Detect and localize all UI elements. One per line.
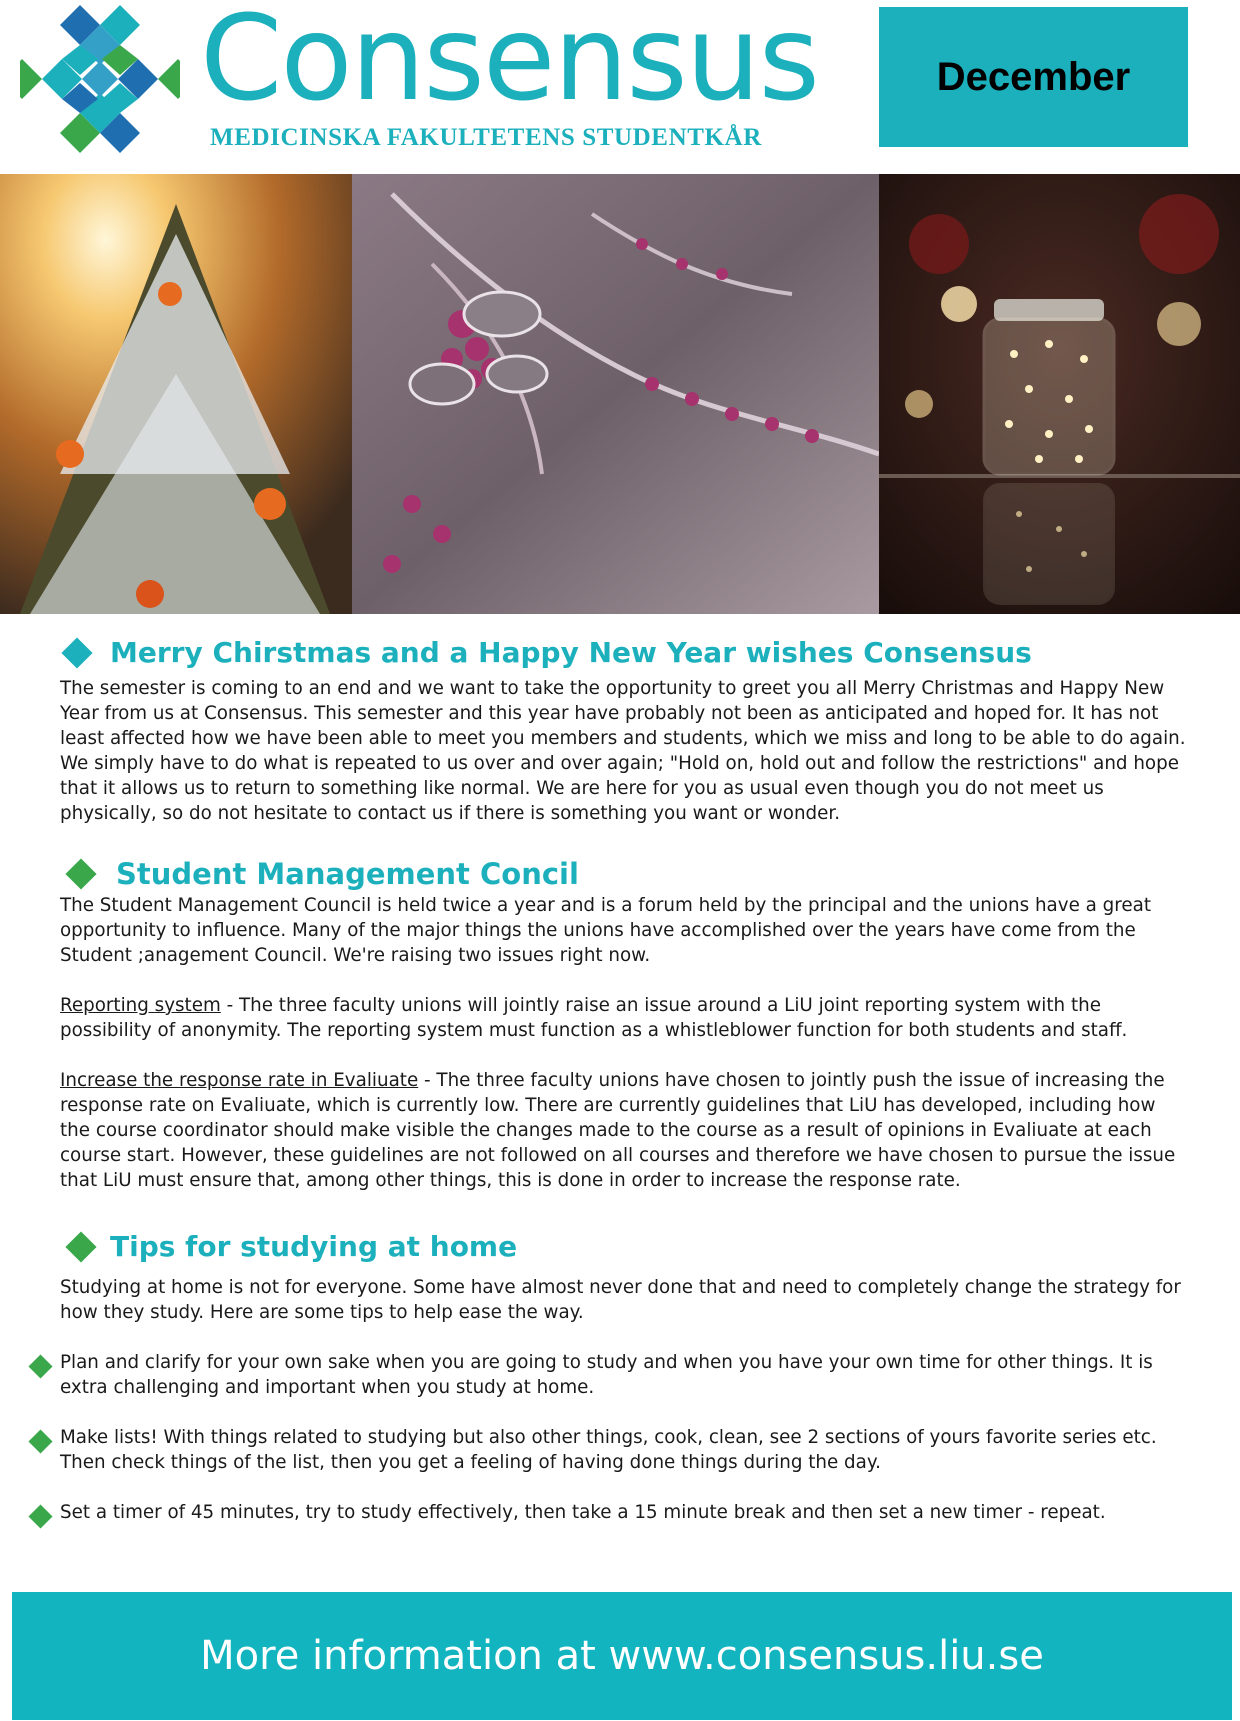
fairy-lights-jar-photo [879, 174, 1240, 614]
section-heading-council [70, 857, 579, 891]
heading-text: Tips for studying at home [110, 1230, 518, 1263]
brand-subtitle: MEDICINSKA FAKULTETENS STUDENTKÅR [210, 124, 762, 151]
reporting-system-text: - The three faculty unions will jointly raise an issue around a LiU joint reporting system with the possibility of anonymity. The reporting system must function as a whistleblower function for both students and staff. [60, 995, 1128, 1041]
footer-link-text[interactable]: More information at www.consensus.liu.se [200, 1633, 1044, 1679]
consensus-logo-icon [20, 4, 180, 154]
council-paragraph: The Student Management Council is held twice a year and is a forum held by the principal and the unions have a great opportunity to influence. Many of the major things the unions have accomplished over the years have come from the Student ;anagement Council. We're raising two issues right now. [60, 895, 1151, 966]
heading-text: Student Management Concil [116, 857, 579, 891]
tip-bullet-icon [28, 1354, 52, 1378]
footer-banner [12, 1592, 1232, 1720]
month-badge [879, 7, 1188, 147]
tip-item: Make lists! With things related to studying but also other things, cook, clean, see 2 sections of yours favorite series etc. Then check things of the list, then you get a feeling of having done things during the day. [60, 1427, 1157, 1473]
tip-bullet-icon [28, 1504, 52, 1528]
section-heading-christmas [66, 636, 1032, 669]
response-rate-label: Increase the response rate in Evaliuate [60, 1070, 419, 1091]
month-label: December [936, 54, 1131, 99]
christmas-paragraph: The semester is coming to an end and we want to take the opportunity to greet you all Merry Christmas and Happy New Year from us at Consensus. This semester and this year have probably not been as anticipated and hoped for. It has not least affected how we have been able to meet you members and students, which we miss and long to be able to do again. We simply have to do what is repeated to us over and over again; "Hold on, hold out and follow the restrictions" and hope that it allows us to return to something like normal. We are here for you as usual even though you do not meet us physically, so do not hesitate to contact us if there is something you want or wonder. [60, 678, 1186, 824]
response-rate-paragraph [60, 1068, 1190, 1193]
tip-item: Set a timer of 45 minutes, try to study effectively, then take a 15 minute break and then set a new timer - repeat. [60, 1502, 1106, 1523]
reporting-system-paragraph [60, 993, 1190, 1043]
frosted-berries-photo [352, 174, 879, 614]
tips-intro: Studying at home is not for everyone. Some have almost never done that and need to completely change the strategy for how they study. Here are some tips to help ease the way. [60, 1277, 1181, 1323]
brand-title: Consensus [200, 0, 818, 127]
diamond-bullet-icon [65, 858, 96, 889]
snowy-tree-photo [0, 174, 352, 614]
tip-item: Plan and clarify for your own sake when you are going to study and when you have your own time for other things. It is extra challenging and important when you study at home. [60, 1352, 1153, 1398]
section-heading-tips [70, 1230, 517, 1263]
response-rate-text: - The three faculty unions have chosen to jointly push the issue of increasing the response rate on Evaliuate, which is currently low. There are currently guidelines that LiU has developed, including how the course coordinator should make visible the changes made to the course as a result of opinions in Evaliuate at each course start. However, these guidelines are not followed on all courses and therefore we have chosen to pursue the issue that LiU must ensure that, among other things, this is done in order to increase the response rate. [60, 1070, 1176, 1191]
diamond-bullet-icon [61, 637, 92, 668]
tip-bullet-icon [28, 1429, 52, 1453]
reporting-system-label: Reporting system [60, 995, 221, 1016]
diamond-bullet-icon [65, 1231, 96, 1262]
heading-text: Merry Chirstmas and a Happy New Year wishes Consensus [110, 636, 1032, 669]
